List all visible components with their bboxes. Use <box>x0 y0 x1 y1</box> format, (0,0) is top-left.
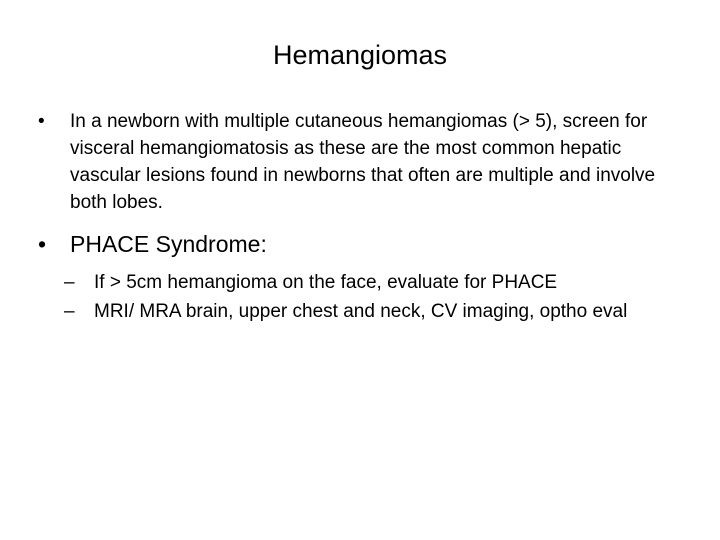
slide-content <box>36 108 686 326</box>
sub-bullet-item <box>36 268 686 297</box>
sub-bullet-item <box>36 297 686 326</box>
bullet-text: In a newborn with multiple cutaneous hemangiomas (> 5), screen for visceral hemangiomatosis as these are the most common hepatic vascular lesions found in newborns that often are multiple and involve both lobes. <box>70 111 656 213</box>
sub-bullet-marker: – <box>64 301 75 322</box>
sub-bullet-text: If > 5cm hemangioma on the face, evaluate for PHACE <box>94 272 558 293</box>
sub-bullet-text: MRI/ MRA brain, upper chest and neck, CV imaging, optho eval <box>94 301 628 322</box>
bullet-text: PHACE Syndrome: <box>70 231 267 257</box>
bullet-marker: • <box>38 231 47 257</box>
bullet-item <box>36 108 686 216</box>
slide-title: Hemangiomas <box>272 40 448 70</box>
bullet-item <box>36 228 686 260</box>
bullet-marker: • <box>38 111 45 132</box>
sub-bullet-marker: – <box>64 272 75 293</box>
